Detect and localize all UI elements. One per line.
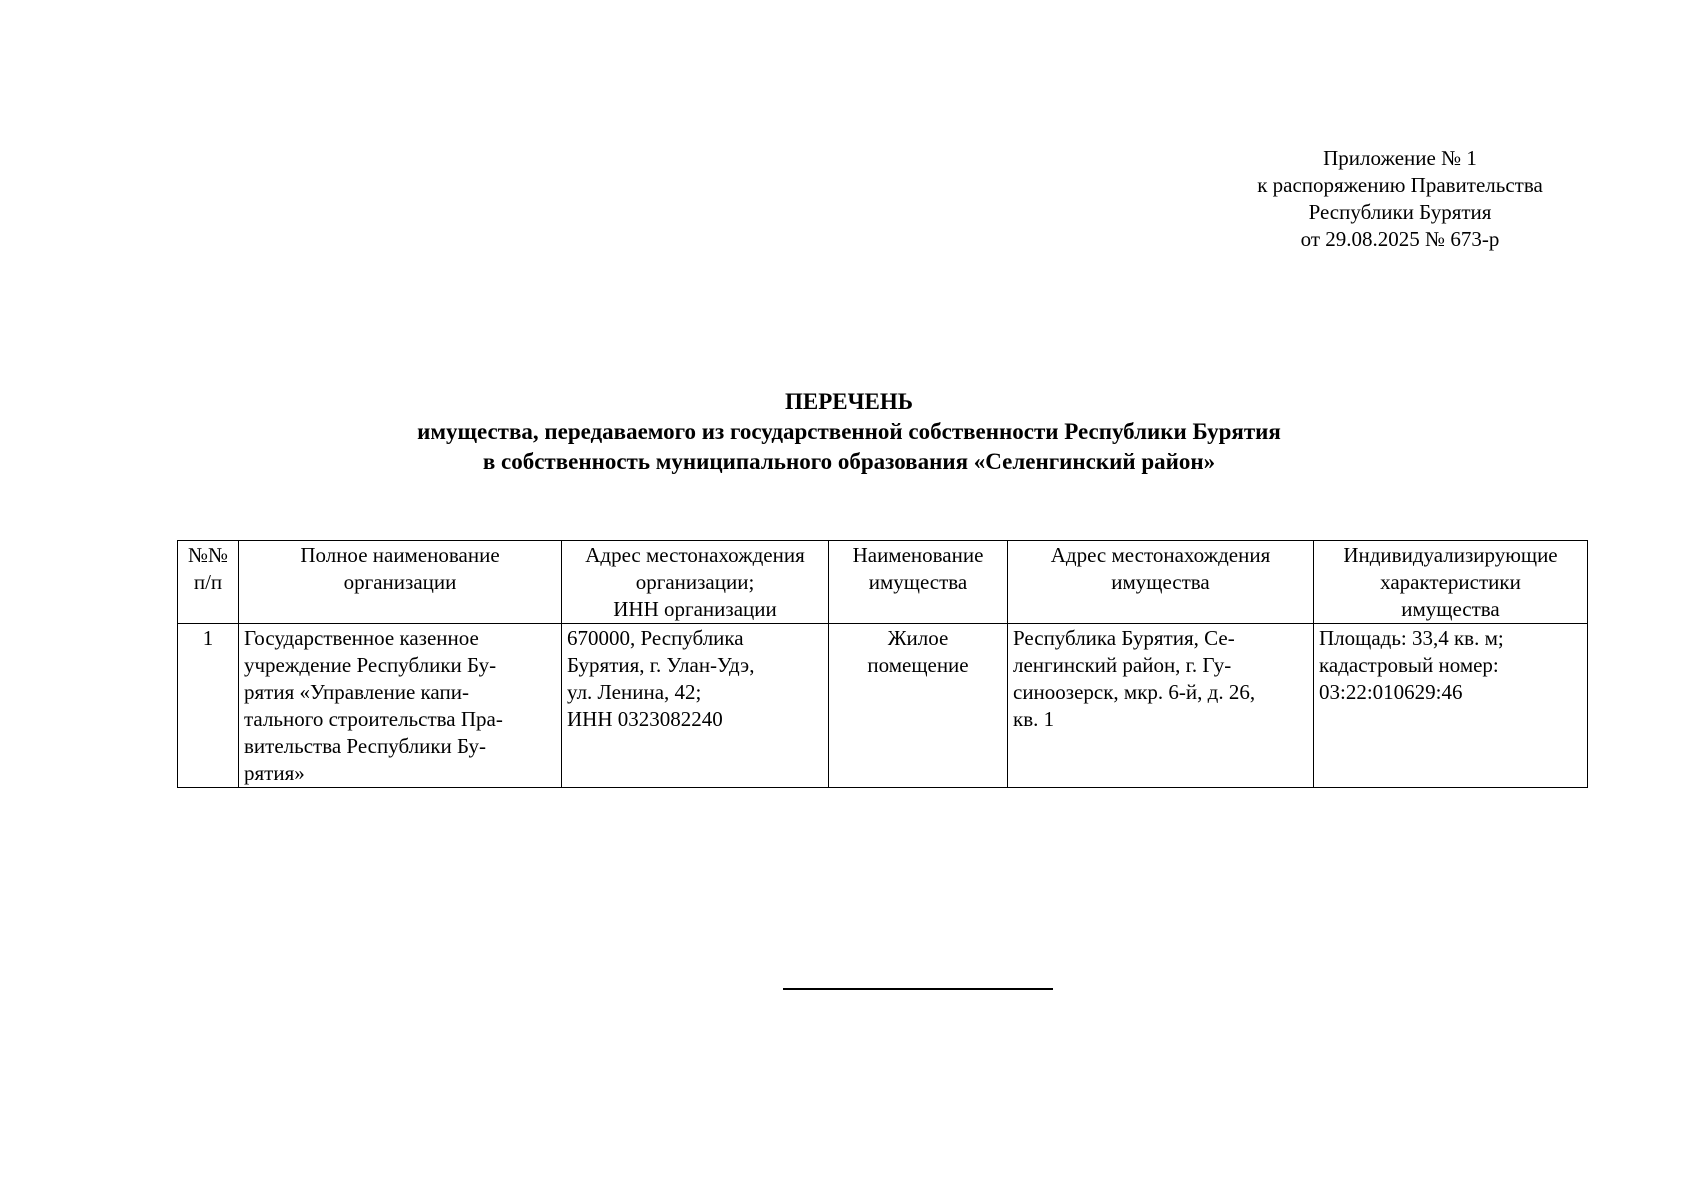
cell-line: ул. Ленина, 42;	[567, 680, 702, 704]
table-row	[178, 624, 1588, 788]
header-number-line: п/п	[193, 570, 223, 594]
cell-property-address	[1008, 624, 1314, 788]
appendix-reference: к распоряжению Правительства	[1257, 173, 1543, 197]
cell-line: ленгинский район, г. Гу-	[1013, 653, 1232, 677]
cell-org-name	[239, 624, 562, 788]
header-org-address-line: организации;	[635, 570, 755, 594]
cell-line: Государственное казенное	[244, 626, 479, 650]
appendix-date: от 29.08.2025 № 673-р	[1300, 227, 1500, 251]
cell-line: учреждение Республики Бу-	[244, 653, 497, 677]
cell-line: помещение	[867, 653, 969, 677]
header-number-line: №№	[187, 543, 229, 567]
cell-line: кадастровый номер:	[1319, 653, 1499, 677]
appendix-number: Приложение № 1	[1323, 146, 1477, 170]
cell-org-address	[562, 624, 829, 788]
header-org-address-line: ИНН организации	[613, 597, 777, 621]
cell-line: вительства Республики Бу-	[244, 734, 487, 758]
cell-line: Жилое	[887, 626, 949, 650]
cell-line: Площадь: 33,4 кв. м;	[1319, 626, 1504, 650]
cell-characteristics	[1314, 624, 1588, 788]
header-org-name	[239, 541, 562, 624]
header-characteristics-line: характеристики	[1380, 570, 1521, 594]
table-header-row	[178, 541, 1588, 624]
cell-line: синоозерск, мкр. 6-й, д. 26,	[1013, 680, 1256, 704]
header-org-address	[562, 541, 829, 624]
cell-line: ИНН 0323082240	[567, 707, 723, 731]
cell-line: Республика Бурятия, Се-	[1013, 626, 1235, 650]
header-property-name-line: Наименование	[852, 543, 984, 567]
cell-line: 03:22:010629:46	[1319, 680, 1463, 704]
cell-line: рятия «Управление капи-	[244, 680, 469, 704]
header-characteristics-line: Индивидуализирующие	[1343, 543, 1558, 567]
header-property-name	[829, 541, 1008, 624]
header-org-name-line: Полное наименование	[300, 543, 500, 567]
appendix-region: Республики Бурятия	[1308, 200, 1492, 224]
header-property-name-line: имущества	[868, 570, 968, 594]
title-line-2: имущества, передаваемого из государственной собственности Республики Бурятия	[417, 419, 1281, 444]
header-number	[178, 541, 239, 624]
document-title	[0, 387, 1698, 477]
header-characteristics	[1314, 541, 1588, 624]
cell-property-name	[829, 624, 1008, 788]
cell-line: 670000, Республика	[567, 626, 744, 650]
cell-line: тального строительства Пра-	[244, 707, 503, 731]
header-org-name-line: организации	[343, 570, 457, 594]
cell-number: 1	[178, 624, 239, 788]
title-heading: ПЕРЕЧЕНЬ	[785, 389, 913, 414]
header-property-address-line: Адрес местонахождения	[1050, 543, 1271, 567]
appendix-block	[1200, 145, 1600, 253]
cell-line: кв. 1	[1013, 707, 1055, 731]
cell-line: Бурятия, г. Улан-Удэ,	[567, 653, 755, 677]
header-property-address-line: имущества	[1111, 570, 1210, 594]
header-characteristics-line: имущества	[1401, 597, 1500, 621]
header-org-address-line: Адрес местонахождения	[585, 543, 805, 567]
header-property-address	[1008, 541, 1314, 624]
cell-line: рятия»	[244, 761, 305, 785]
closing-rule	[783, 988, 1053, 990]
title-line-3: в собственность муниципального образования «Селенгинский район»	[482, 449, 1216, 474]
property-table	[177, 540, 1588, 788]
